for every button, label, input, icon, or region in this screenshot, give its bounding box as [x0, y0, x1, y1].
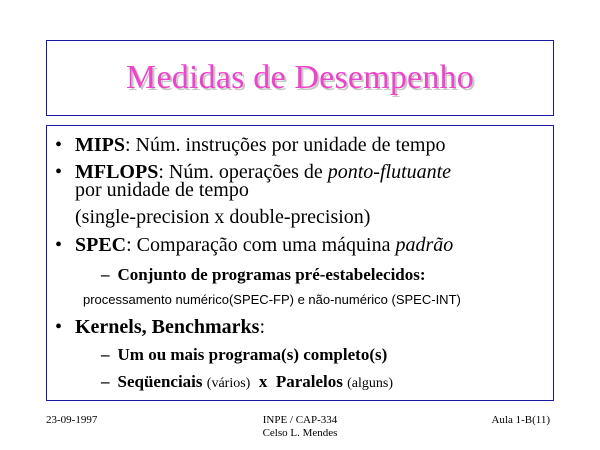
mflops-text: : Núm. operações de [158, 161, 328, 183]
spec-text: : Comparação com uma máquina [126, 234, 396, 256]
spec-subitem: – Conjunto de programas pré-estabelecidos: [101, 265, 426, 284]
spec-italic: padrão [395, 234, 454, 256]
mflops-italic: ponto-flutuante [327, 161, 452, 183]
footer-date: 23-09-1997 [46, 414, 98, 426]
title-box [46, 40, 554, 116]
mflops-label: MFLOPS [75, 161, 159, 183]
dash-icon: – [101, 345, 110, 364]
bullet-dot-icon: • [55, 161, 63, 183]
kernels-label: Kernels, Benchmarks [75, 316, 260, 338]
spec-note: processamento numérico(SPEC-FP) e não-numérico (SPEC-INT) [83, 292, 461, 307]
bullet-dot-icon: • [55, 134, 63, 156]
footer-author: Celso L. Mendes [262, 427, 338, 439]
footer-slide-number: Aula 1-B(11) [491, 414, 550, 426]
footer-course: INPE / CAP-334 [262, 414, 338, 426]
slide-title: Medidas de Desempenho [126, 59, 474, 96]
kernels-subitem-1: – Um ou mais programa(s) completo(s) [101, 345, 388, 364]
dash-icon: – [101, 372, 110, 391]
bullet-dot-icon: • [55, 316, 63, 338]
dash-icon: – [101, 265, 110, 284]
mips-text: : Núm. instruções por unidade de tempo [125, 134, 446, 156]
content-box: • MIPS: Núm. instruções por unidade de tempo • MFLOPS: Núm. operações de ponto-flutuante por unidade de tempo (single-precision x double-precision) • SPEC: Comparação com uma máquina padrão – Conjunto de programas pré-estabelecidos: processamento numérico(SPEC-FP) e não-numérico (SPEC-INT) • Kernels, Benchmarks: – Um ou mais programa(s) completo(s) – Seqüenciais (vários) x Paralelos (alguns) [46, 125, 554, 401]
mips-label: MIPS [75, 134, 125, 156]
kernels-text: : [259, 316, 265, 338]
kernels-subitem-2: – Seqüenciais (vários) x Paralelos (alguns) [101, 372, 394, 391]
bullet-dot-icon: • [55, 234, 63, 256]
spec-label: SPEC [75, 234, 127, 256]
